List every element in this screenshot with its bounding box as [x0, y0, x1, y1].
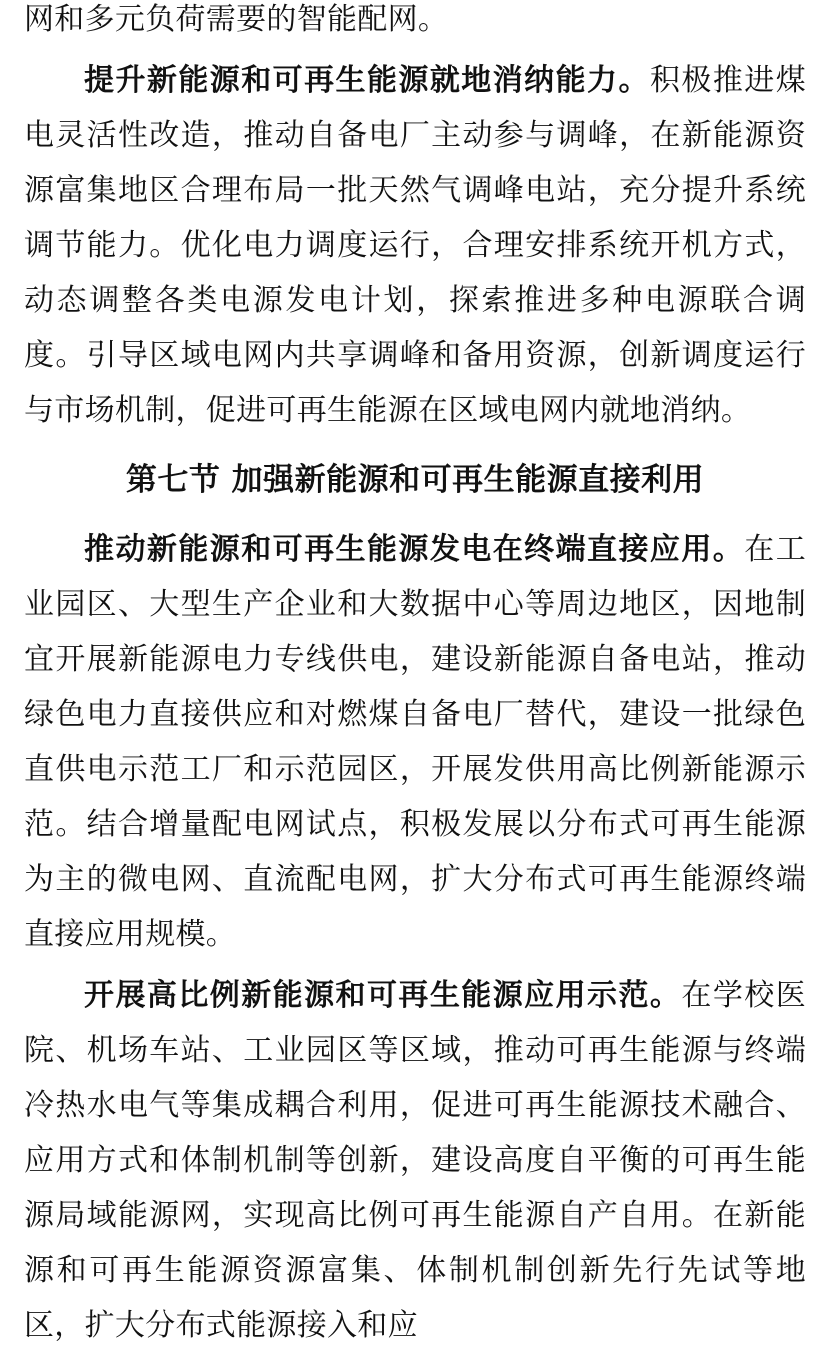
- continuation-text: 网和多元负荷需要的智能配网。: [24, 2, 449, 37]
- paragraph-high-ratio-demo: [24, 968, 806, 1353]
- paragraph-lead: 开展高比例新能源和可再生能源应用示范。: [84, 978, 682, 1013]
- paragraph-local-consumption: [24, 53, 806, 438]
- continuation-paragraph: [24, 0, 806, 47]
- paragraph-terminal-application: [24, 522, 806, 962]
- paragraph-body: 在工业园区、大型生产企业和大数据中心等周边地区，因地制宜开展新能源电力专线供电，建设新能源自备电站，推动绿色电力直接供应和对燃煤自备电厂替代，建设一批绿色直供电示范工厂和示范园区，开展发供用高比例新能源示范。结合增量配电网试点，积极发展以分布式可再生能源为主的微电网、直流配电网，扩大分布式可再生能源终端直接应用规模。: [24, 532, 806, 952]
- paragraph-body: 积极推进煤电灵活性改造，推动自备电厂主动参与调峰，在新能源资源富集地区合理布局一批天然气调峰电站，充分提升系统调节能力。优化电力调度运行，合理安排系统开机方式，动态调整各类电源发电计划，探索推进多种电源联合调度。引导区域电网内共享调峰和备用资源，创新调度运行与市场机制，促进可再生能源在区域电网内就地消纳。: [24, 63, 806, 428]
- section-title: 第七节 加强新能源和可再生能源直接利用: [125, 462, 705, 498]
- paragraph-body: 在学校医院、机场车站、工业园区等区域，推动可再生能源与终端冷热水电气等集成耦合利用，促进可再生能源技术融合、应用方式和体制机制等创新，建设高度自平衡的可再生能源局域能源网，实现高比例可再生能源自产自用。在新能源和可再生能源资源富集、体制机制创新先行先试等地区，扩大分布式能源接入和应: [24, 978, 806, 1343]
- paragraph-lead: 推动新能源和可再生能源发电在终端直接应用。: [84, 532, 745, 567]
- paragraph-lead: 提升新能源和可再生能源就地消纳能力。: [84, 63, 650, 98]
